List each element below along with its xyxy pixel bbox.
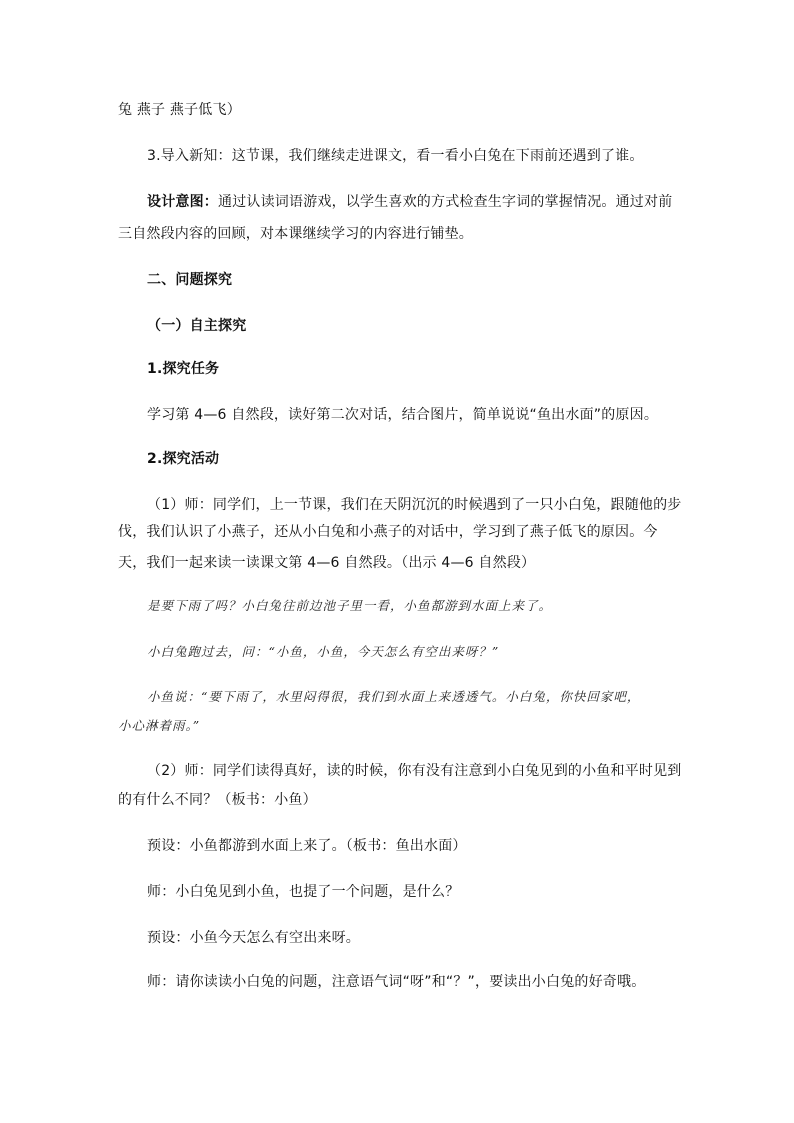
design-intent-label: 设计意图： [147, 194, 218, 210]
text-line: 师：小白兔见到小鱼，也提了一个问题，是什么？ [147, 884, 460, 900]
text-line: 预设：小鱼今天怎么有空出来呀。 [147, 930, 360, 946]
text-line: 的有什么不同？（板书：小鱼） [118, 792, 317, 808]
quote-line: 小心淋着雨。” [118, 718, 201, 733]
subsection-heading: （一）自主探究 [147, 318, 247, 334]
text-line: 三自然段内容的回顾，对本课继续学习的内容进行铺垫。 [118, 226, 473, 242]
quote-line: 小白兔跑过去，问：“小鱼，小鱼，今天怎么有空出来呀？” [147, 644, 500, 659]
text-line: 天，我们一起来读一读课文第 4—6 自然段。（出示 4—6 自然段） [118, 555, 536, 571]
text-line: 预设：小鱼都游到水面上来了。（板书：鱼出水面） [147, 838, 467, 854]
item-heading: 2.探究活动 [147, 451, 220, 467]
text-line: （2）师：同学们读得真好，读的时候，你有没有注意到小白兔见到的小鱼和平时见到 [147, 763, 682, 779]
section-heading: 二、问题探究 [147, 272, 233, 288]
text-line: 伐，我们认识了小燕子，还从小白兔和小燕子的对话中，学习到了燕子低飞的原因。今 [118, 524, 658, 540]
text-line: 学习第 4—6 自然段，读好第二次对话，结合图片，简单说说“鱼出水面”的原因。 [147, 407, 659, 423]
text-line: （1）师：同学们，上一节课，我们在天阴沉沉的时候遇到了一只小白兔，跟随他的步 [147, 497, 682, 513]
quote-line: 小鱼说：“要下雨了，水里闷得很，我们到水面上来透透气。小白兔，你快回家吧， [147, 689, 641, 704]
quote-line: 是要下雨了吗？小白兔往前边池子里一看，小鱼都游到水面上来了。 [147, 598, 553, 613]
item-heading: 1.探究任务 [147, 361, 220, 377]
text-line: 师：请你读读小白兔的问题，注意语气词“呀”和“？”，要读出小白兔的好奇哦。 [147, 974, 646, 990]
text-line: 3.导入新知：这节课，我们继续走进课文，看一看小白兔在下雨前还遇到了谁。 [147, 148, 644, 164]
text-line: 兔 燕子 燕子低飞） [118, 102, 241, 118]
design-intent-paragraph [147, 192, 672, 212]
design-intent-text: 通过认读词语游戏，以学生喜欢的方式检查生字词的掌握情况。通过对前 [218, 194, 673, 210]
